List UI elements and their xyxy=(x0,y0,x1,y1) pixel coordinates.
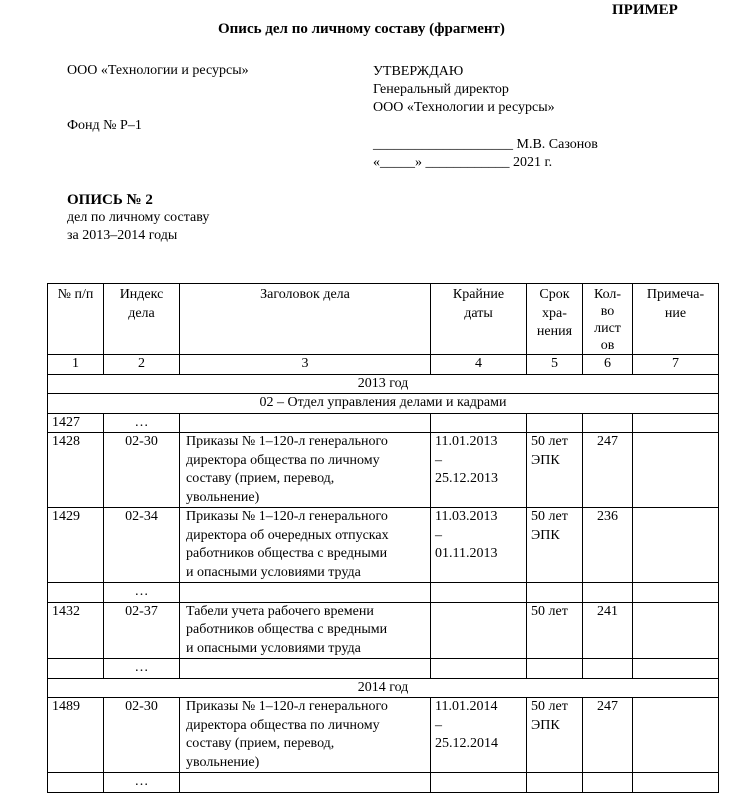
col-number: 5 xyxy=(527,355,583,375)
table-row xyxy=(48,508,719,583)
approve-date: «_____» ____________ 2021 г. xyxy=(373,155,553,170)
header-title: Заголовок дела xyxy=(180,284,431,355)
row-index: … xyxy=(104,413,180,433)
col-number: 2 xyxy=(104,355,180,375)
inventory-heading: ОПИСЬ № 2 xyxy=(67,192,153,208)
col-number: 7 xyxy=(633,355,719,375)
col-number: 4 xyxy=(431,355,527,375)
table-row xyxy=(48,413,719,433)
page-title: Опись дел по личному составу (фрагмент) xyxy=(218,21,505,37)
row-title: Приказы № 1–120-л генерального директора общества по личному составу (прием, перевод, увольнение) xyxy=(180,698,431,773)
approve-head: УТВЕРЖДАЮ xyxy=(373,64,464,79)
col-number: 6 xyxy=(583,355,633,375)
sample-label: ПРИМЕР xyxy=(612,2,678,18)
approve-signature: ____________________ М.В. Сазонов xyxy=(373,137,598,152)
row-dates xyxy=(431,413,527,433)
inventory-period: за 2013–2014 годы xyxy=(67,228,178,243)
table-row-ellipsis xyxy=(48,583,719,603)
header-dates: Крайние даты xyxy=(431,284,527,355)
row-storage: 50 лет ЭПК xyxy=(527,433,583,508)
ellipsis: … xyxy=(104,659,180,679)
col-number: 3 xyxy=(180,355,431,375)
row-dates: 11.01.2014 – 25.12.2014 xyxy=(431,698,527,773)
table-row xyxy=(48,433,719,508)
table-row-ellipsis xyxy=(48,659,719,679)
row-count: 241 xyxy=(583,602,633,659)
header-storage: Срок хра- нения xyxy=(527,284,583,355)
year-group-row xyxy=(48,374,719,394)
row-dates: 11.03.2013 – 01.11.2013 xyxy=(431,508,527,583)
row-note xyxy=(633,413,719,433)
approval-block xyxy=(373,63,555,117)
row-storage: 50 лет xyxy=(527,602,583,659)
row-num: 1489 xyxy=(48,698,104,773)
inventory-heading-block xyxy=(67,191,209,245)
row-storage: 50 лет ЭПК xyxy=(527,508,583,583)
inventory-subtitle: дел по личному составу xyxy=(67,210,210,225)
row-title: Табели учета рабочего времени работников общества с вредными и опасными условиями труда xyxy=(180,602,431,659)
row-index: 02-37 xyxy=(104,602,180,659)
row-count: 247 xyxy=(583,433,633,508)
fond-number: Фонд № Р–1 xyxy=(67,118,142,133)
table-row-ellipsis xyxy=(48,773,719,793)
row-index: 02-30 xyxy=(104,433,180,508)
table-row xyxy=(48,602,719,659)
header-num: № п/п xyxy=(48,284,104,355)
header-note: Примеча- ние xyxy=(633,284,719,355)
approve-position: Генеральный директор xyxy=(373,82,509,97)
row-dates xyxy=(431,602,527,659)
row-count xyxy=(583,413,633,433)
row-note xyxy=(633,508,719,583)
year-label: 2013 год xyxy=(48,374,719,394)
row-storage: 50 лет ЭПК xyxy=(527,698,583,773)
row-note xyxy=(633,602,719,659)
year-label: 2014 год xyxy=(48,678,719,698)
row-note xyxy=(633,433,719,508)
row-num: 1427 xyxy=(48,413,104,433)
year-group-row xyxy=(48,678,719,698)
row-num: 1429 xyxy=(48,508,104,583)
column-number-row xyxy=(48,355,719,375)
row-index: 02-30 xyxy=(104,698,180,773)
org-name: ООО «Технологии и ресурсы» xyxy=(67,63,249,78)
row-storage xyxy=(527,413,583,433)
header-count: Кол- во лист ов xyxy=(583,284,633,355)
header-index: Индекс дела xyxy=(104,284,180,355)
row-title xyxy=(180,413,431,433)
row-num: 1432 xyxy=(48,602,104,659)
ellipsis: … xyxy=(104,583,180,603)
col-number: 1 xyxy=(48,355,104,375)
header-row xyxy=(48,284,719,355)
row-index: 02-34 xyxy=(104,508,180,583)
row-count: 236 xyxy=(583,508,633,583)
department-row xyxy=(48,394,719,414)
row-dates: 11.01.2013 – 25.12.2013 xyxy=(431,433,527,508)
row-count: 247 xyxy=(583,698,633,773)
row-title: Приказы № 1–120-л генерального директора об очередных отпусках работников общества с вредными и опасными условиями труда xyxy=(180,508,431,583)
department-label: 02 – Отдел управления делами и кадрами xyxy=(48,394,719,414)
approve-org: ООО «Технологии и ресурсы» xyxy=(373,100,555,115)
row-note xyxy=(633,698,719,773)
inventory-table xyxy=(47,283,719,793)
row-title: Приказы № 1–120-л генерального директора общества по личному составу (прием, перевод, увольнение) xyxy=(180,433,431,508)
row-num: 1428 xyxy=(48,433,104,508)
table-row xyxy=(48,698,719,773)
ellipsis: … xyxy=(104,773,180,793)
